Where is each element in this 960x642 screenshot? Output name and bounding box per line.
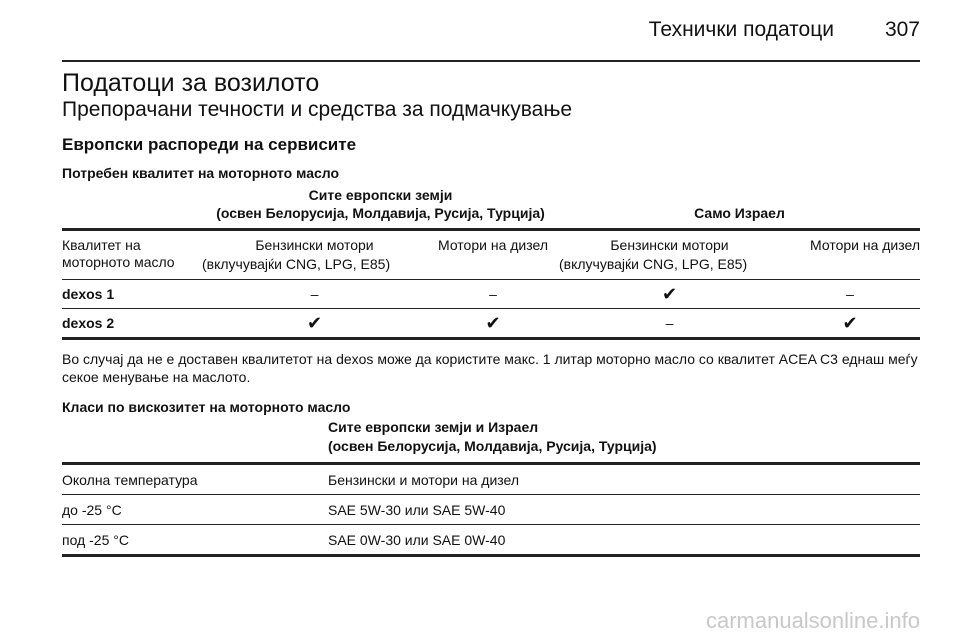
viscosity-header-row — [62, 418, 920, 464]
viscosity-group-line2: (освен Белорусија, Молдавија, Русија, Турција) — [328, 438, 657, 454]
col-petrol-europe-line2: (вклучувајќи CNG, LPG, E85) — [202, 256, 391, 272]
page-header — [62, 14, 920, 54]
table-row — [62, 464, 920, 495]
section-title: Технички податоци — [648, 18, 834, 41]
row-label-header: Квалитет на моторното масло — [62, 230, 202, 280]
viscosity-group-line1: Сите европски земји и Израел — [328, 419, 539, 435]
oil-quality-table — [62, 186, 920, 340]
check-icon: ✔ — [780, 309, 920, 339]
page-subtitle: Препорачани течности и средства за подмачкување — [62, 98, 573, 121]
table-row — [62, 495, 920, 525]
col-diesel-europe: Мотори на дизел — [427, 230, 559, 280]
table-row — [62, 280, 920, 309]
group-europe-header — [202, 186, 559, 230]
group-europe-line1: Сите европски земји — [308, 187, 453, 203]
page-content — [62, 70, 920, 557]
grade-cell: – — [559, 309, 780, 339]
dexos-note: Во случај да не е доставен квалитетот на dexos може да користите макс. 1 литар моторно масло со квалитет ACEA C3 еднаш меѓу секое менување на маслото. — [62, 351, 918, 385]
group-europe-line2: (освен Белорусија, Молдавија, Русија, Турција) — [216, 205, 545, 221]
group-israel-header: Само Израел — [559, 186, 920, 230]
col-engine-types: Бензински и мотори на дизел — [328, 464, 920, 495]
grade-cell: – — [202, 280, 427, 309]
grade-cell: – — [427, 280, 559, 309]
col-petrol-israel — [559, 230, 780, 280]
oil-quality-subheader-row — [62, 230, 920, 280]
empty-header-cell — [62, 186, 202, 230]
watermark: carmanualsonline.info — [705, 608, 920, 633]
section-heading: Европски распореди на сервисите — [62, 135, 357, 154]
viscosity-heading: Класи по вискозитет на моторното масло — [62, 399, 351, 415]
header-divider — [62, 60, 920, 62]
check-icon: ✔ — [202, 309, 427, 339]
page-number: 307 — [884, 18, 920, 41]
viscosity-grade-cell: SAE 5W-30 или SAE 5W-40 — [328, 495, 920, 525]
grade-label: dexos 1 — [62, 280, 202, 309]
col-petrol-israel-line1: Бензински мотори — [610, 237, 729, 253]
viscosity-table — [62, 418, 920, 557]
col-diesel-israel: Мотори на дизел — [780, 230, 920, 280]
page-title: Податоци за возилото — [62, 69, 320, 97]
table-row — [62, 309, 920, 339]
oil-quality-heading: Потребен квалитет на моторното масло — [62, 165, 340, 181]
grade-label: dexos 2 — [62, 309, 202, 339]
col-petrol-europe — [202, 230, 427, 280]
check-icon: ✔ — [559, 280, 780, 309]
viscosity-grade-cell: SAE 0W-30 или SAE 0W-40 — [328, 525, 920, 556]
grade-cell: – — [780, 280, 920, 309]
viscosity-group-header — [328, 418, 920, 464]
col-ambient-temperature: Околна температура — [62, 464, 328, 495]
oil-quality-header-row — [62, 186, 920, 230]
col-petrol-europe-line1: Бензински мотори — [255, 237, 374, 253]
col-petrol-israel-line2: (вклучувајќи CNG, LPG, E85) — [559, 256, 748, 272]
empty-header-cell — [62, 418, 328, 464]
temperature-cell: под -25 °C — [62, 525, 328, 556]
table-row — [62, 525, 920, 556]
temperature-cell: до -25 °C — [62, 495, 328, 525]
check-icon: ✔ — [427, 309, 559, 339]
